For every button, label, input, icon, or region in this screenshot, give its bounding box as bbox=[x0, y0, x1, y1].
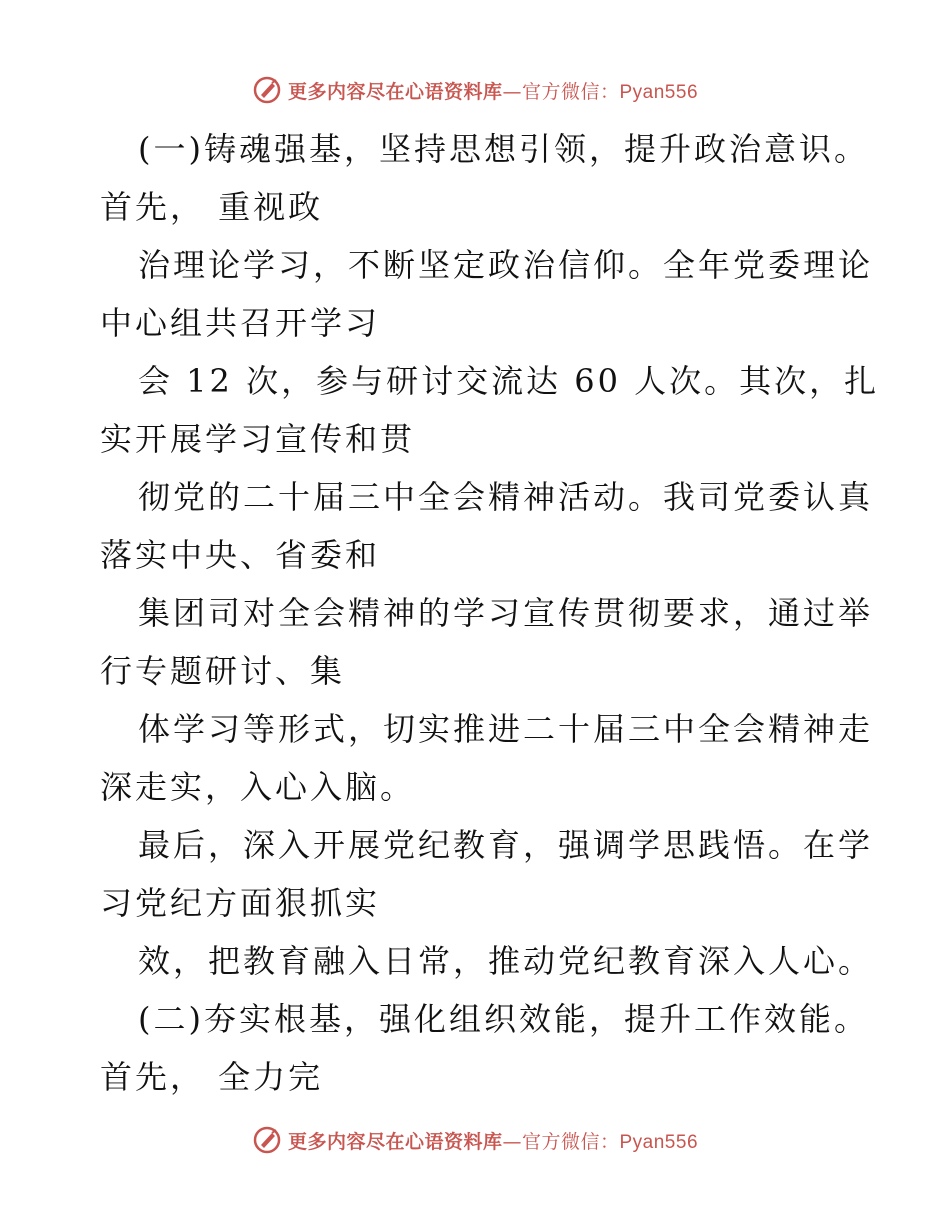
text-line: 中心组共召开学习 bbox=[100, 304, 381, 342]
watermark-text bbox=[288, 1127, 698, 1154]
text-line: 首先， 全力完 bbox=[100, 1058, 324, 1096]
text-line: (二)夯实根基，强化组织效能，提升工作效能。 bbox=[138, 1000, 869, 1038]
text-line: 习党纪方面狠抓实 bbox=[100, 884, 381, 922]
text-line: 行专题研讨、集 bbox=[100, 652, 346, 690]
text-line: 体学习等形式，切实推进二十届三中全会精神走 bbox=[138, 710, 874, 748]
watermark-wechat-label: 官方微信： bbox=[521, 1130, 620, 1153]
text-line: 实开展学习宣传和贯 bbox=[100, 420, 416, 458]
text-line: (一)铸魂强基，坚持思想引领，提升政治意识。 bbox=[138, 130, 869, 168]
text-line: 治理论学习，不断坚定政治信仰。全年党委理论 bbox=[138, 246, 874, 284]
watermark-separator: — bbox=[502, 80, 522, 103]
watermark-brand: 更多内容尽在心语资料库 bbox=[287, 1130, 503, 1153]
text-line: 集团司对全会精神的学习宣传贯彻要求，通过举 bbox=[138, 594, 874, 632]
brand-logo-icon bbox=[252, 75, 282, 105]
watermark-brand: 更多内容尽在心语资料库 bbox=[287, 80, 503, 103]
watermark-wechat-label: 官方微信： bbox=[521, 80, 620, 103]
watermark-separator: — bbox=[502, 1130, 522, 1153]
brand-logo-icon bbox=[252, 1125, 282, 1155]
text-line: 落实中央、省委和 bbox=[100, 536, 381, 574]
watermark-wechat-account: Pyan556 bbox=[619, 1131, 699, 1153]
text-line: 最后，深入开展党纪教育，强调学思践悟。在学 bbox=[138, 826, 874, 864]
text-line: 会 12 次，参与研讨交流达 60 人次。其次，扎 bbox=[138, 362, 880, 400]
footer-watermark bbox=[0, 1120, 950, 1160]
document-body bbox=[100, 120, 880, 1106]
header-watermark bbox=[0, 70, 950, 110]
watermark-wechat-account: Pyan556 bbox=[619, 81, 699, 103]
text-line: 效，把教育融入日常，推动党纪教育深入人心。 bbox=[138, 942, 874, 980]
text-line: 首先， 重视政 bbox=[100, 188, 324, 226]
watermark-text bbox=[288, 77, 698, 104]
text-line: 彻党的二十届三中全会精神活动。我司党委认真 bbox=[138, 478, 874, 516]
text-line: 深走实，入心入脑。 bbox=[100, 768, 416, 806]
